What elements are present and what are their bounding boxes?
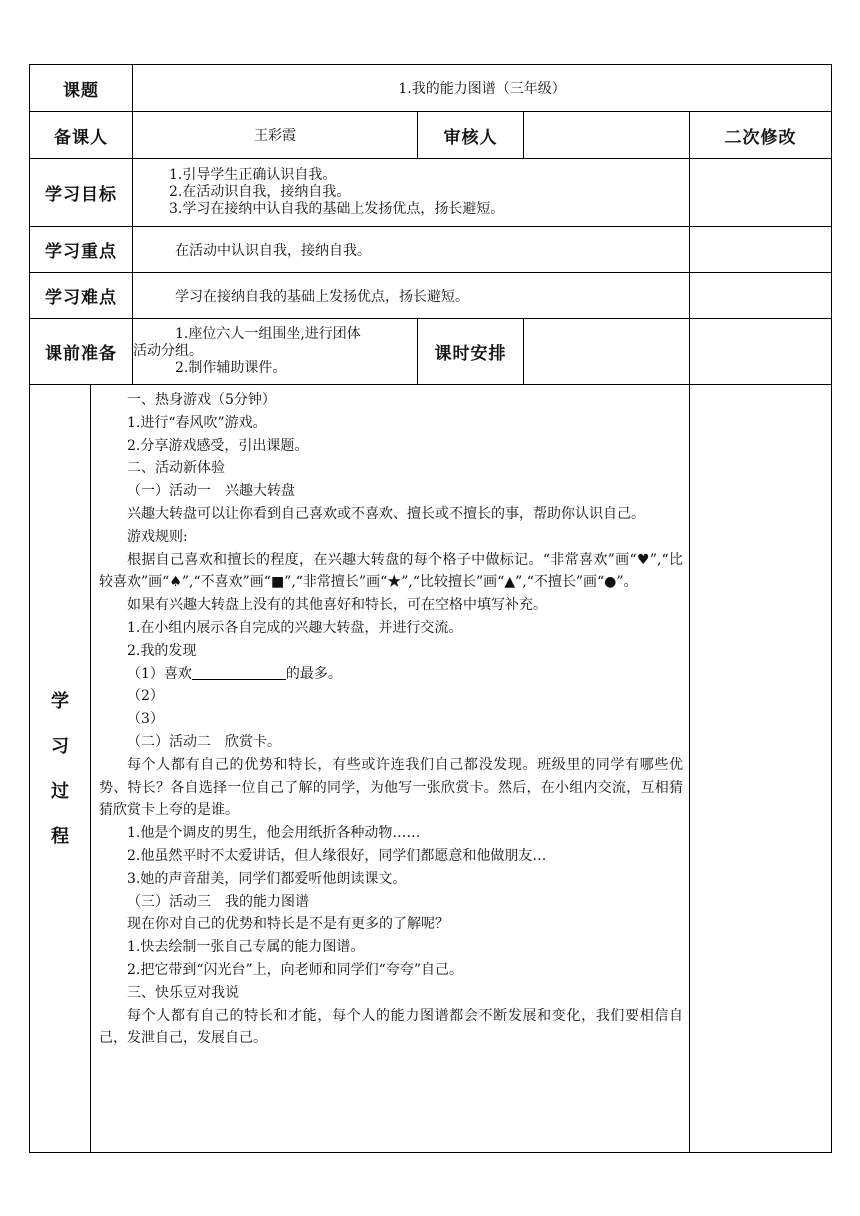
- preparer-row: [30, 112, 832, 159]
- paragraph: 2.他虽然平时不太爱讲话，但人缘很好，同学们都愿意和他做朋友…: [127, 847, 547, 864]
- paragraph: 2.我的发现: [127, 642, 197, 659]
- topic-row: [30, 65, 832, 112]
- preparation-line: 活动分组。: [133, 343, 203, 359]
- paragraph: 现在你对自己的优势和特长是不是有更多的了解呢？: [127, 916, 449, 933]
- preparation-line: 2.制作辅助课件。: [175, 360, 287, 376]
- process-content: [91, 385, 690, 1153]
- activity-heading: （一）活动一 兴趣大转盘: [127, 483, 295, 500]
- process-label-cell: [30, 385, 91, 1153]
- topic-value: 1.我的能力图谱（三年级）: [133, 65, 832, 112]
- revision-cell-preparation: [690, 319, 832, 385]
- paragraph: 1.他是个调皮的男生，他会用纸折各种动物……: [127, 825, 421, 842]
- finding-item: [99, 663, 683, 686]
- paragraph: 如果有兴趣大转盘上没有的其他喜好和特长，可在空格中填写补充。: [127, 597, 547, 614]
- finding-item: （3）: [127, 711, 164, 728]
- goals-row: [30, 159, 832, 227]
- preparation-label: 课前准备: [30, 319, 133, 385]
- answer-blank[interactable]: [192, 663, 286, 680]
- goals-label: 学习目标: [30, 159, 133, 227]
- goal-item: 1.引导学生正确认识自我。: [169, 167, 337, 183]
- key-point-label: 学习重点: [30, 227, 133, 273]
- schedule-value: [524, 319, 690, 385]
- difficulty-text: 学习在接纳自我的基础上发扬优点，扬长避短。: [133, 273, 690, 319]
- preparer-value: 王彩霞: [133, 112, 418, 159]
- preparation-line: 1.座位六人一组围坐,进行团体: [175, 326, 361, 342]
- finding-item: （2）: [127, 688, 164, 705]
- paragraph: 1.快去绘制一张自己专属的能力图谱。: [127, 939, 365, 956]
- section-heading: 二、活动新体验: [127, 460, 225, 477]
- activity-heading: （二）活动二 欣赏卡。: [127, 733, 281, 750]
- finding-text: （1）喜欢: [127, 665, 192, 682]
- activity-heading: （三）活动三 我的能力图谱: [127, 893, 309, 910]
- reviewer-value: [524, 112, 690, 159]
- lesson-plan-table: [29, 64, 832, 1153]
- difficulty-row: [30, 273, 832, 319]
- topic-label: 课题: [30, 65, 133, 112]
- paragraph: 每个人都有自己的特长和才能，每个人的能力图谱都会不断发展和变化，我们要相信自己，发泄自己，发展自己。: [99, 1007, 683, 1047]
- goals-list: [133, 159, 690, 227]
- paragraph: 1.进行“春风吹”游戏。: [127, 414, 267, 431]
- key-point-text: 在活动中认识自我，接纳自我。: [133, 227, 690, 273]
- goal-item: 2.在活动识自我，接纳自我。: [169, 184, 351, 200]
- revision-label: 二次修改: [690, 112, 832, 159]
- paragraph: 2.分享游戏感受，引出课题。: [127, 437, 309, 454]
- paragraph: 每个人都有自己的优势和特长，有些或许连我们自己都没发现。班级里的同学有哪些优势、特长？各自选择一位自己了解的同学，为他写一张欣赏卡。然后，在小组内交流，互相猜猜欣赏卡上夸的是谁。: [99, 756, 683, 819]
- section-heading: 一、热身游戏（5分钟）: [127, 392, 276, 408]
- paragraph: 1.在小组内展示各自完成的兴趣大转盘，并进行交流。: [127, 619, 463, 636]
- preparation-text: [133, 319, 418, 385]
- difficulty-label: 学习难点: [30, 273, 133, 319]
- revision-cell-key-point: [690, 227, 832, 273]
- paragraph: 游戏规则:: [127, 528, 188, 545]
- revision-cell-difficulty: [690, 273, 832, 319]
- paragraph: 3.她的声音甜美，同学们都爱听他朗读课文。: [127, 870, 407, 887]
- revision-cell-goals: [690, 159, 832, 227]
- schedule-label: 课时安排: [418, 319, 524, 385]
- preparation-row: [30, 319, 832, 385]
- finding-text: 的最多。: [285, 665, 342, 682]
- process-label: 学习过程: [51, 690, 69, 847]
- paragraph: 兴趣大转盘可以让你看到自己喜欢或不喜欢、擅长或不擅长的事，帮助你认识自己。: [127, 505, 645, 522]
- preparer-label: 备课人: [30, 112, 133, 159]
- process-row: [30, 385, 832, 1153]
- section-heading: 三、快乐豆对我说: [127, 984, 239, 1001]
- paragraph: 根据自己喜欢和擅长的程度，在兴趣大转盘的每个格子中做标记。“非常喜欢”画“♥”,“比较喜欢”画“♠”,“不喜欢”画“■”,“非常擅长”画“★”,“比较擅长”画“▲”,“不擅长”画“●”。: [99, 551, 683, 591]
- reviewer-label: 审核人: [418, 112, 524, 159]
- paragraph: 2.把它带到“闪光台”上，向老师和同学们“夸夸”自己。: [127, 961, 463, 978]
- goal-item: 3.学习在接纳中认自我的基础上发扬优点，扬长避短。: [169, 201, 505, 217]
- key-point-row: [30, 227, 832, 273]
- revision-cell-process: [690, 385, 832, 1153]
